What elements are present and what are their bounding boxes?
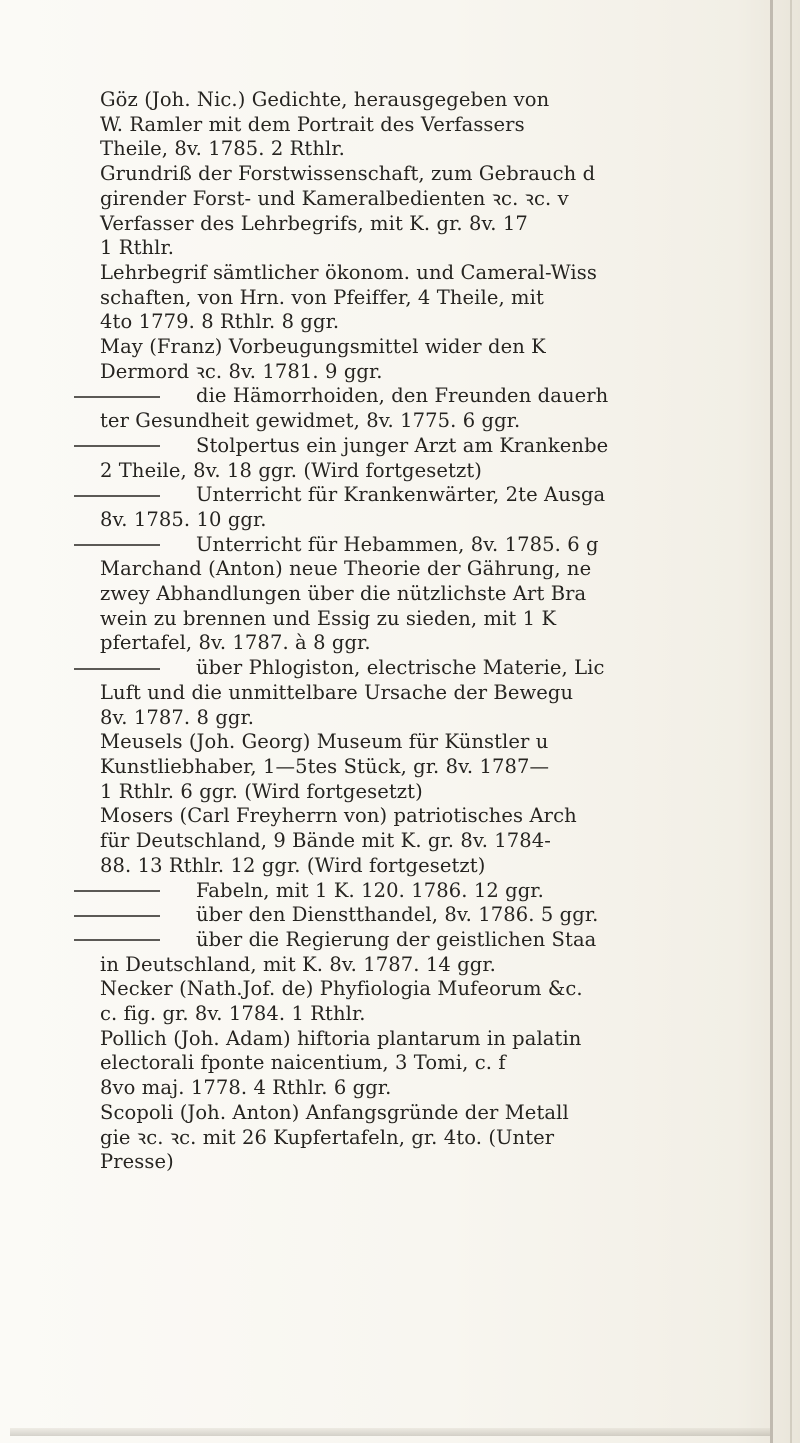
entry-line: [100, 730, 768, 755]
entry-line: [100, 557, 768, 582]
entry-line: [126, 483, 768, 508]
entry-line: [100, 804, 768, 829]
catalogue-entry: [100, 903, 768, 928]
catalogue-entry: [100, 804, 768, 878]
entry-line: [100, 335, 768, 360]
entry-line: [100, 409, 768, 434]
line-text: Verfasser des Lehrbegrifs, mit K. gr. 8v. 17: [100, 211, 528, 235]
entry-line: [100, 754, 768, 780]
line-text: in Deutschland, mit K. 8v. 1787. 14 ggr.: [100, 952, 496, 976]
line-text: Göz (Joh. Nic.) Gedichte, herausgegeben von: [100, 88, 550, 111]
line-text: 1 Rthlr.: [100, 236, 175, 260]
entry-line: [126, 903, 768, 928]
line-text: 2 Theile, 8v. 18 ggr. (Wird fortgesetzt): [100, 458, 482, 482]
entry-line: [100, 1100, 768, 1126]
ditto-dash: [100, 656, 196, 681]
line-text: Luft und die unmittelbare Ursache der Bewegu: [100, 680, 574, 704]
ditto-dash: [100, 384, 196, 409]
line-text: Grundriß der Forstwissenschaft, zum Gebrauch d: [100, 162, 596, 186]
entry-line: [100, 112, 768, 138]
bottom-shadow: [10, 1428, 770, 1436]
entry-line: [100, 705, 768, 731]
line-text: für Deutschland, 9 Bände mit K. gr. 8v. 1784-: [100, 829, 552, 853]
entry-line: [100, 1002, 768, 1027]
entry-line: [126, 384, 768, 409]
ditto-dash: [100, 928, 196, 953]
entry-line: [100, 1125, 768, 1151]
line-text: Unterricht für Hebammen, 8v. 1785. 6 g: [196, 532, 599, 556]
line-text: Pollich (Joh. Adam) hiftoria plantarum in palatin: [100, 1026, 582, 1050]
catalogue-entry: [100, 730, 768, 804]
binding-edge: [770, 0, 773, 1443]
line-text: W. Ramler mit dem Portrait des Verfassers: [100, 112, 525, 136]
line-text: Dermord ꝛc. 8v. 1781. 9 ggr.: [100, 359, 383, 383]
ditto-dash: [100, 483, 196, 508]
line-text: 88. 13 Rthlr. 12 ggr. (Wird fortgesetzt): [100, 853, 486, 877]
entry-line: [100, 582, 768, 607]
entry-line: [100, 606, 768, 632]
entry-line: [100, 631, 768, 656]
ditto-dash: [100, 903, 196, 928]
line-text: Unterricht für Krankenwärter, 2te Ausga: [196, 483, 606, 507]
line-text: Kunstliebhaber, 1—5tes Stück, gr. 8v. 1787—: [100, 754, 550, 778]
entry-line: [100, 458, 768, 484]
line-text: pfertafel, 8v. 1787. à 8 ggr.: [100, 631, 371, 655]
line-text: May (Franz) Vorbeugungsmittel wider den K: [100, 335, 546, 359]
line-text: gie ꝛc. ꝛc. mit 26 Kupfertafeln, gr. 4to. (Unter: [100, 1125, 555, 1149]
line-text: wein zu brennen und Essig zu sieden, mit 1 K: [100, 606, 557, 630]
entry-line: [126, 928, 768, 953]
entry-line: [100, 88, 768, 113]
entry-line: [126, 434, 768, 459]
line-text: Presse): [100, 1150, 174, 1174]
entry-line: [100, 1051, 768, 1076]
catalogue-entry: [100, 977, 768, 1026]
entry-line: [100, 853, 768, 879]
line-text: girender Forst- und Kameralbedienten ꝛc. ꝛc. v: [100, 186, 569, 210]
entry-line: [100, 1026, 768, 1052]
entry-line: [100, 137, 768, 162]
line-text: über Phlogiston, electrische Materie, Lic: [196, 656, 605, 680]
line-text: Marchand (Anton) neue Theorie der Gährung, ne: [100, 557, 592, 581]
entry-line: [126, 879, 768, 904]
line-text: über den Dienstthandel, 8v. 1786. 5 ggr.: [196, 903, 599, 927]
line-text: 8vo maj. 1778. 4 Rthlr. 6 ggr.: [100, 1076, 392, 1100]
line-text: schaften, von Hrn. von Pfeiffer, 4 Theile, mit: [100, 285, 544, 309]
ditto-dash: [100, 434, 196, 459]
entry-line: [100, 260, 768, 286]
catalogue-entry: [100, 335, 768, 384]
entry-line: [100, 977, 768, 1002]
entry-line: [100, 507, 768, 533]
catalogue-entry: [100, 434, 768, 483]
line-text: Mosers (Carl Freyherrn von) patriotisches Arch: [100, 804, 577, 828]
line-text: 4to 1779. 8 Rthlr. 8 ggr.: [100, 310, 340, 334]
line-text: 8v. 1787. 8 ggr.: [100, 705, 255, 729]
catalogue-listing: [100, 88, 768, 1175]
catalogue-entry: [100, 557, 768, 656]
catalogue-entry: [100, 879, 768, 904]
catalogue-entry: [100, 88, 768, 162]
ditto-dash: [100, 879, 196, 904]
entry-line: [100, 186, 768, 212]
line-text: ter Gesundheit gewidmet, 8v. 1775. 6 ggr.: [100, 409, 521, 433]
entry-line: [100, 236, 768, 261]
line-text: zwey Abhandlungen über die nützlichste Art Bra: [100, 582, 587, 606]
entry-line: [100, 162, 768, 187]
line-text: die Hämorrhoiden, den Freunden dauerh: [196, 384, 609, 408]
catalogue-entry: [100, 656, 768, 730]
entry-line: [100, 285, 768, 311]
line-text: 1 Rthlr. 6 ggr. (Wird fortgesetzt): [100, 779, 423, 803]
line-text: electorali fponte naicentium, 3 Tomi, c. f: [100, 1051, 506, 1075]
ditto-dash: [100, 533, 196, 558]
catalogue-entry: [100, 162, 768, 261]
entry-line: [100, 779, 768, 805]
line-text: Fabeln, mit 1 K. 120. 1786. 12 ggr.: [196, 878, 544, 902]
line-text: 8v. 1785. 10 ggr.: [100, 507, 267, 531]
line-text: Scopoli (Joh. Anton) Anfangsgründe der Metall: [100, 1100, 569, 1124]
entry-line: [100, 1076, 768, 1101]
entry-line: [100, 952, 768, 978]
entry-line: [100, 310, 768, 335]
line-text: Theile, 8v. 1785. 2 Rthlr.: [100, 137, 345, 161]
line-text: c. fig. gr. 8v. 1784. 1 Rthlr.: [100, 1002, 366, 1026]
entry-line: [126, 533, 768, 558]
catalogue-entry: [100, 483, 768, 532]
line-text: Meusels (Joh. Georg) Museum für Künstler u: [100, 730, 549, 754]
catalogue-entry: [100, 261, 768, 335]
catalogue-entry: [100, 928, 768, 977]
line-text: über die Regierung der geistlichen Staa: [196, 927, 597, 951]
line-text: Necker (Nath.Jof. de) Phyfiologia Mufeorum &c.: [100, 977, 583, 1001]
entry-line: [100, 829, 768, 854]
catalogue-entry: [100, 1027, 768, 1101]
entry-line: [100, 1150, 768, 1175]
page-edge: [790, 0, 792, 1443]
catalogue-entry: [100, 1101, 768, 1175]
entry-line: [100, 680, 768, 706]
catalogue-entry: [100, 533, 768, 558]
line-text: Lehrbegrif sämtlicher ökonom. und Cameral-Wiss: [100, 260, 597, 284]
line-text: Stolpertus ein junger Arzt am Krankenbe: [196, 433, 609, 457]
entry-line: [100, 211, 768, 237]
entry-line: [126, 656, 768, 681]
entry-line: [100, 359, 768, 385]
catalogue-entry: [100, 384, 768, 433]
